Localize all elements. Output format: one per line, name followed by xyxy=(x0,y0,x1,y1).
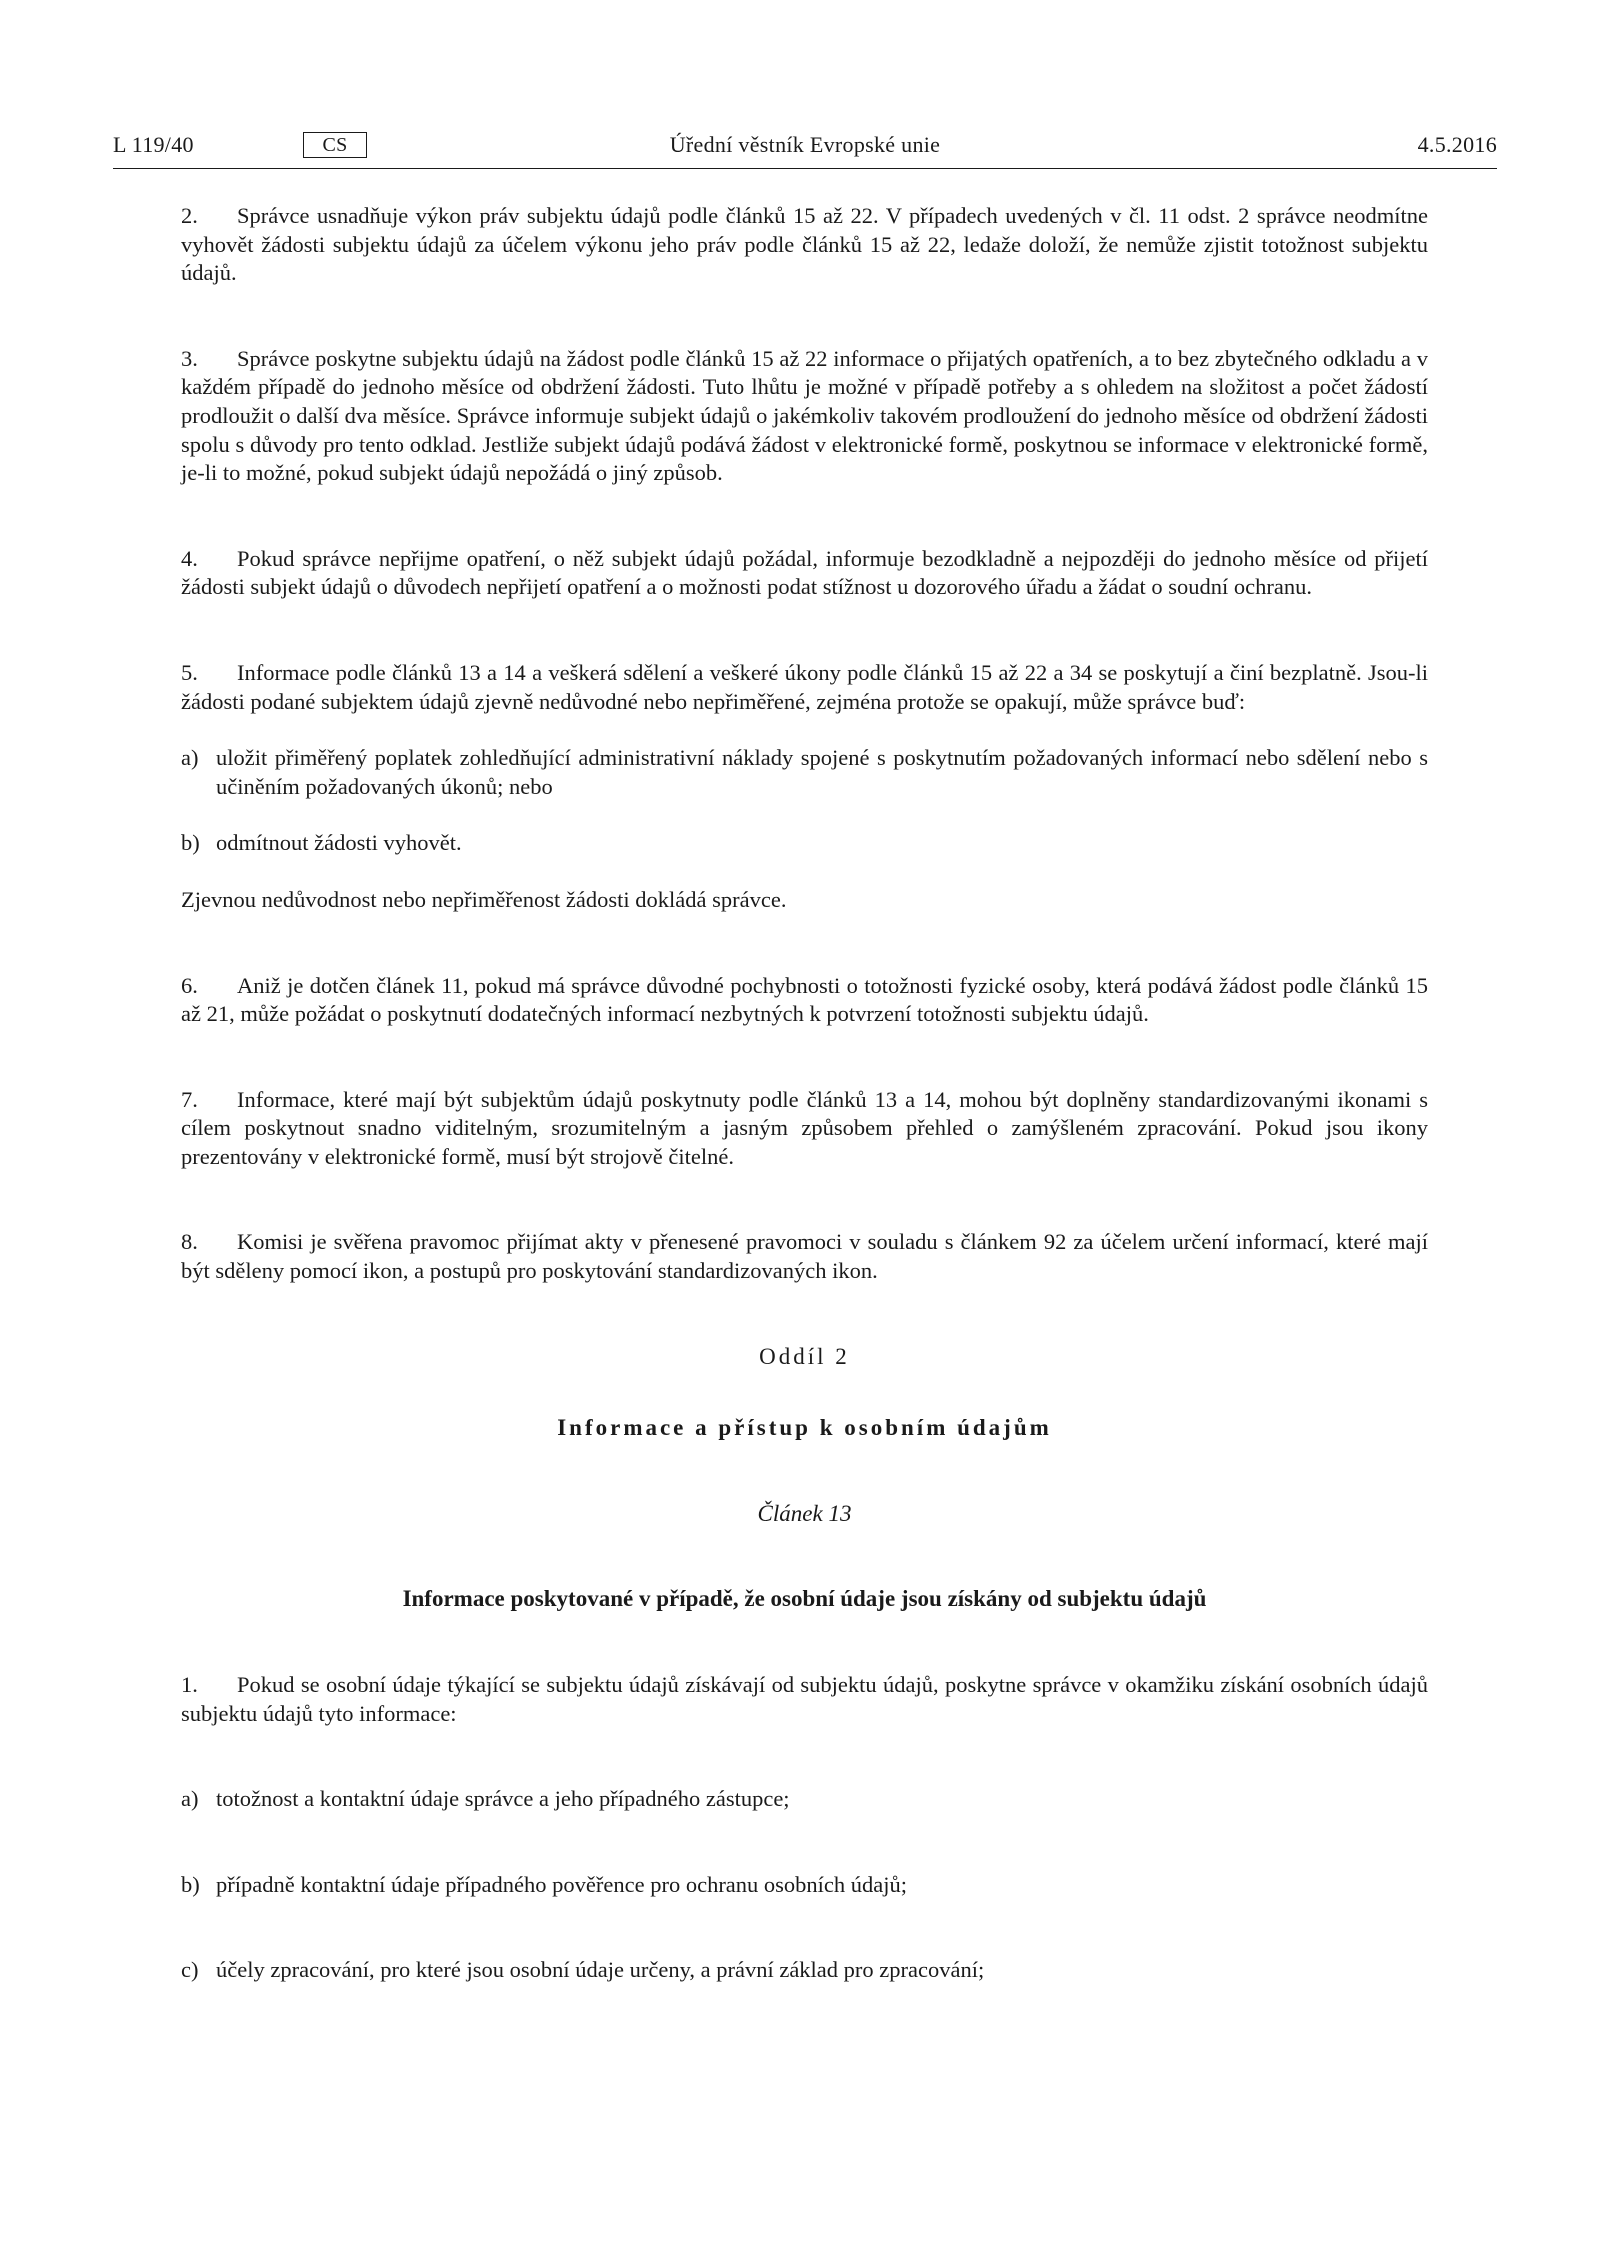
paragraph-7: 7. Informace, které mají být subjektům údajů poskytnuty podle článků 13 a 14, mohou být doplněny standardizovanými ikonami s cílem poskytnout snadno viditelným, srozumitelným a jasným způsobem přehled o zamýšleném zpracování. Pokud jsou ikony prezentovány v elektronické formě, musí být strojově čitelné. xyxy=(181,1086,1428,1169)
paragraph-3: 3. Správce poskytne subjektu údajů na žádost podle článků 15 až 22 informace o přijatých opatřeních, a to bez zbytečného odkladu a v každém případě do jednoho měsíce od obdržení žádosti. Tuto lhůtu je možné v případě potřeby a s ohledem na složitost a počet žádostí prodloužit o další dva měsíce. Správce informuje subjekt údajů o jakémkoliv takovém prodloužení do jednoho měsíce od obdržení žádosti spolu s důvody pro tento odklad. Jestliže subjekt údajů podává žádost v elektronické formě, poskytnou se informace v elektronické formě, je-li to možné, pokud subjekt údajů nepožádá o jiný způsob. xyxy=(181,345,1428,486)
page-reference: L 119/40 xyxy=(113,132,194,157)
paragraph-4: 4. Pokud správce nepřijme opatření, o něž subjekt údajů požádal, informuje bezodkladně a nejpozději do jednoho měsíce od přijetí žádosti subjekt údajů o důvodech nepřijetí opatření a o možnosti podat stížnost u dozorového úřadu a žádat o soudní ochranu. xyxy=(181,545,1428,600)
article-label: Článek 13 xyxy=(757,1500,852,1526)
publication-date: 4.5.2016 xyxy=(1417,132,1497,157)
list-item: c) účely zpracování, pro které jsou osobní údaje určeny, a právní základ pro zpracování; xyxy=(181,1957,985,1983)
paragraph-2: 2. Správce usnadňuje výkon práv subjektu údajů podle článků 15 až 22. V případech uvedených v čl. 11 odst. 2 správce neodmítne vyhovět žádosti subjektu údajů za účelem výkonu jeho práv podle článků 15 až 22, ledaže doloží, že nemůže zjistit totožnost subjektu údajů. xyxy=(181,203,1428,286)
article-title: Informace poskytované v případě, že osobní údaje jsou získány od subjektu údajů xyxy=(402,1586,1207,1612)
language-code-box: CS xyxy=(303,132,367,158)
journal-header xyxy=(113,128,1497,169)
list-item: a) uložit přiměřený poplatek zohledňující administrativní náklady spojené s poskytnutím požadovaných informací nebo sdělení nebo s učiněním požadovaných úkonů; nebo xyxy=(181,745,1428,799)
list-item: a) totožnost a kontaktní údaje správce a jeho případného zástupce; xyxy=(181,1786,790,1812)
section-label: Oddíl 2 xyxy=(759,1343,850,1369)
document-body xyxy=(181,202,1428,1985)
paragraph-8: 8. Komisi je svěřena pravomoc přijímat akty v přenesené pravomoci v souladu s článkem 92 za účelem určení informací, které mají být sděleny pomocí ikon, a postupů pro poskytování standardizovaných ikon. xyxy=(181,1229,1428,1284)
article-paragraph-1: 1. Pokud se osobní údaje týkající se subjektu údajů získávají od subjektu údajů, poskytne správce v okamžiku získání osobních údajů subjektu údajů tyto informace: xyxy=(181,1672,1428,1726)
paragraph-5: 5. Informace podle článků 13 a 14 a veškerá sdělení a veškeré úkony podle článků 15 až 22 a 34 se poskytují a činí bezplatně. Jsou-li žádosti podané subjektem údajů zjevně nedůvodné nebo nepřiměřené, zejména protože se opakují, může správce buď: xyxy=(181,659,1428,714)
list-item: b) odmítnout žádosti vyhovět. xyxy=(181,830,462,856)
paragraph-6: 6. Aniž je dotčen článek 11, pokud má správce důvodné pochybnosti o totožnosti fyzické osoby, která podává žádost podle článků 15 až 21, může požádat o poskytnutí dodatečných informací nezbytných k potvrzení totožnosti subjektu údajů. xyxy=(181,972,1428,1027)
list-item: b) případně kontaktní údaje případného pověřence pro ochranu osobních údajů; xyxy=(181,1871,908,1897)
journal-title: Úřední věstník Evropské unie xyxy=(669,132,941,157)
section-title: Informace a přístup k osobním údajům xyxy=(557,1415,1052,1441)
paragraph-5-closing: Zjevnou nedůvodnost nebo nepřiměřenost žádosti dokládá správce. xyxy=(181,886,787,912)
